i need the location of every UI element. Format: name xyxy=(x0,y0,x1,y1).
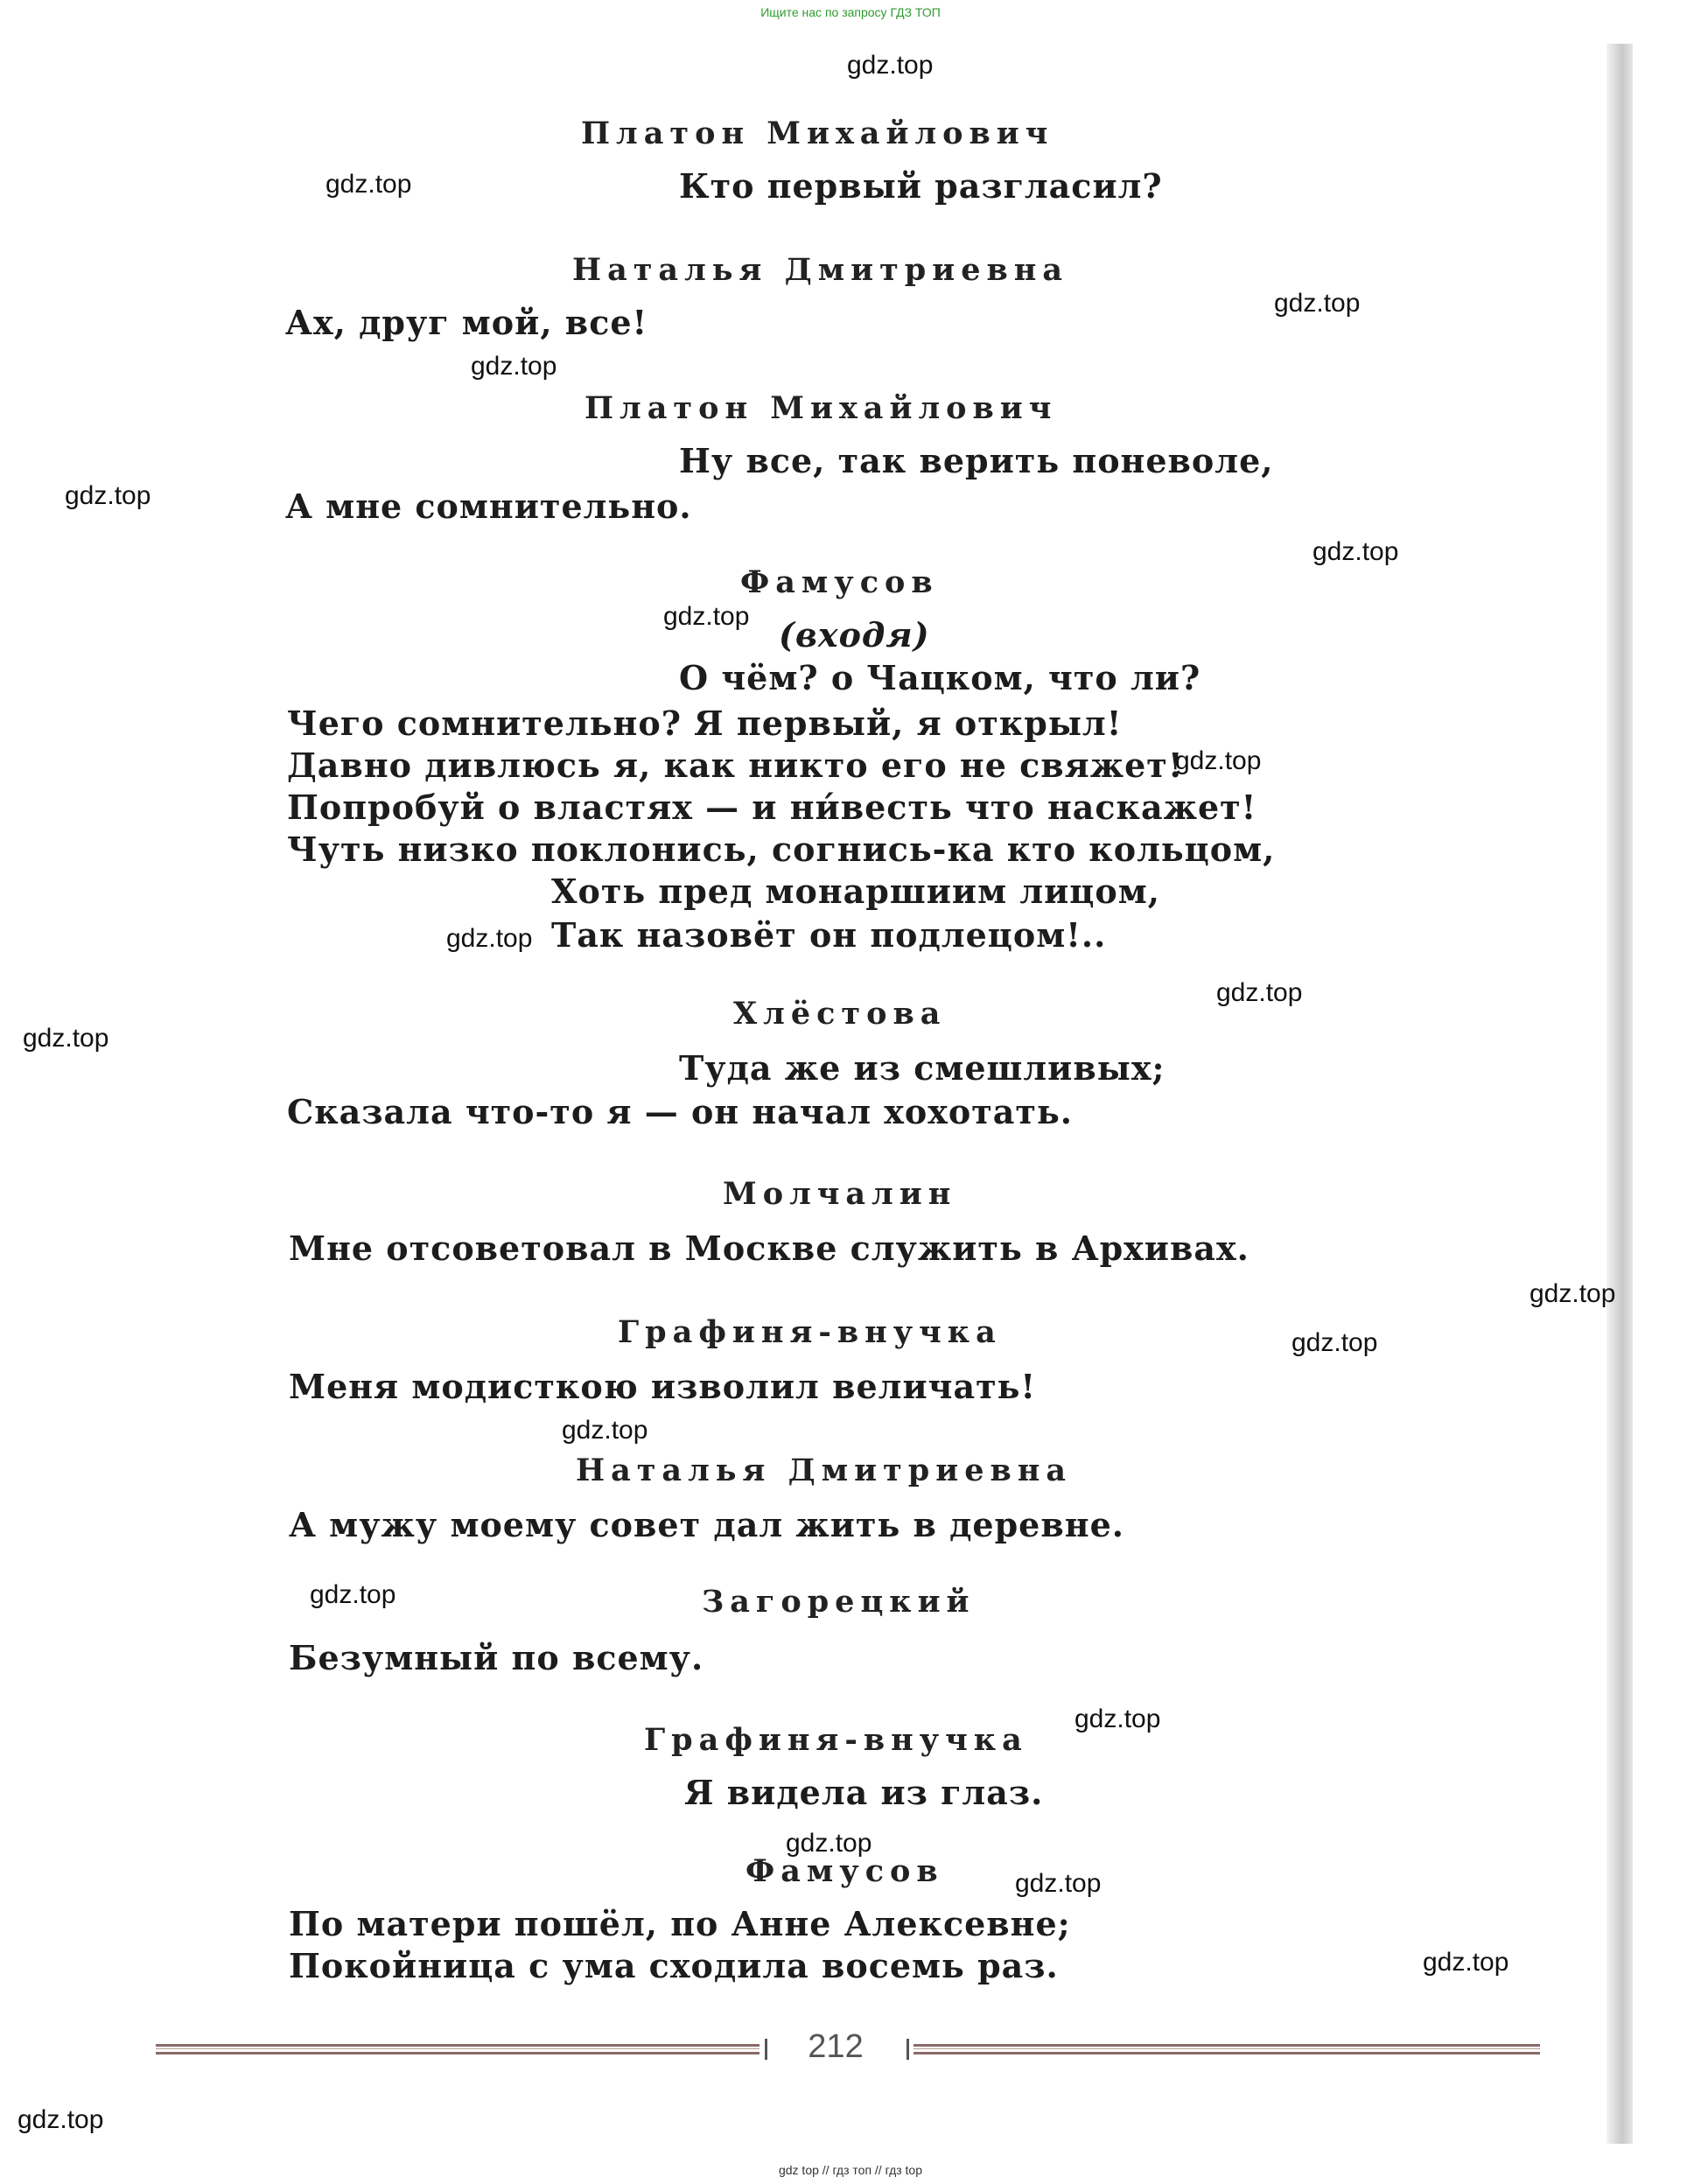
watermark: gdz.top xyxy=(446,924,533,953)
watermark: gdz.top xyxy=(1175,746,1262,775)
speaker-name: Наталья Дмитриевна xyxy=(572,252,1069,288)
footer-tick-right xyxy=(906,2039,909,2060)
verse-line: Попробуй о властях — и ни́весть что наскажет! xyxy=(287,788,1257,827)
verse-line: А мужу моему совет дал жить в деревне. xyxy=(289,1505,1124,1544)
speaker-name: Платон Михайлович xyxy=(584,390,1058,426)
verse-line: Кто первый разгласил? xyxy=(679,166,1163,206)
verse-line: Я видела из глаз. xyxy=(684,1773,1044,1812)
watermark: gdz.top xyxy=(847,51,934,80)
verse-line: Чего сомнительно? Я первый, я открыл! xyxy=(287,704,1123,743)
top-note: Ищите нас по запросу ГДЗ ТОП xyxy=(760,5,941,19)
watermark: gdz.top xyxy=(1074,1704,1161,1733)
watermark: gdz.top xyxy=(326,170,412,199)
watermark: gdz.top xyxy=(1216,978,1303,1007)
page-number: 212 xyxy=(808,2028,864,2065)
speaker-name: Хлёстова xyxy=(733,996,947,1032)
watermark: gdz.top xyxy=(562,1416,648,1445)
verse-line: Мне отсоветовал в Москве служить в Архивах. xyxy=(289,1228,1250,1268)
verse-line: О чём? о Чацком, что ли? xyxy=(679,658,1201,697)
watermark: gdz.top xyxy=(663,602,750,631)
watermark: gdz.top xyxy=(1530,1279,1616,1308)
verse-line: Хоть пред монаршиим лицом, xyxy=(551,872,1160,911)
watermark: gdz.top xyxy=(18,2105,104,2134)
verse-line: Меня модисткою изволил величать! xyxy=(289,1367,1037,1406)
verse-line: А мне сомнительно. xyxy=(285,486,692,526)
speaker-name: Графиня-внучка xyxy=(644,1722,1028,1758)
footer-rule-right xyxy=(914,2044,1540,2054)
page-edge-shadow xyxy=(1606,44,1633,2144)
verse-line: Чуть низко поклонись, согнись-ка кто кольцом, xyxy=(287,830,1276,869)
bottom-note: gdz top // гдз топ // гдз top xyxy=(778,2163,923,2177)
verse-line: Безумный по всему. xyxy=(289,1638,704,1677)
speaker-name: Фамусов xyxy=(740,564,939,600)
watermark: gdz.top xyxy=(471,352,557,381)
watermark: gdz.top xyxy=(1292,1328,1378,1357)
footer-rule-left xyxy=(156,2044,760,2054)
verse-line: Туда же из смешливых; xyxy=(679,1048,1166,1088)
watermark: gdz.top xyxy=(310,1580,396,1609)
speaker-name: Загорецкий xyxy=(702,1584,976,1620)
verse-line: По матери пошёл, по Анне Алексевне; xyxy=(289,1904,1071,1943)
verse-line: Так назовёт он подлецом!.. xyxy=(551,915,1107,955)
footer-tick-left xyxy=(765,2039,767,2060)
watermark: gdz.top xyxy=(1015,1869,1102,1898)
speaker-name: Молчалин xyxy=(723,1176,957,1212)
verse-line: Ну все, так верить поневоле, xyxy=(679,441,1274,480)
verse-line: Покойница с ума сходила восемь раз. xyxy=(289,1946,1059,1985)
watermark: gdz.top xyxy=(23,1024,109,1053)
watermark: gdz.top xyxy=(1274,289,1361,318)
verse-line: Ах, друг мой, все! xyxy=(285,303,648,342)
watermark: gdz.top xyxy=(1423,1948,1509,1977)
verse-line: Сказала что-то я — он начал хохотать. xyxy=(287,1092,1073,1131)
speaker-name: Наталья Дмитриевна xyxy=(576,1452,1073,1488)
verse-line: Давно дивлюсь я, как никто его не свяжет! xyxy=(287,746,1184,785)
speaker-name: Фамусов xyxy=(746,1853,944,1889)
speaker-name: Платон Михайлович xyxy=(581,116,1054,151)
stage-direction: (входя) xyxy=(779,615,930,654)
speaker-name: Графиня-внучка xyxy=(618,1314,1002,1350)
watermark: gdz.top xyxy=(1312,537,1399,566)
watermark: gdz.top xyxy=(786,1829,872,1858)
watermark: gdz.top xyxy=(65,481,151,510)
